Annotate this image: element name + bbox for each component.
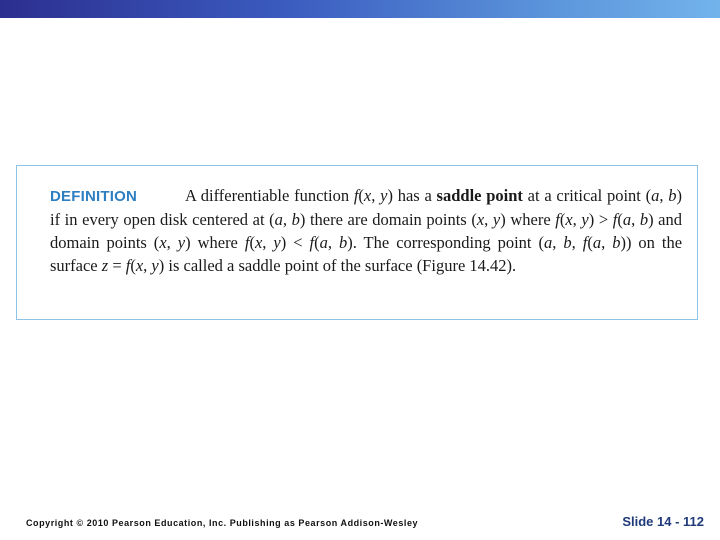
text-run: , (262, 233, 274, 252)
math-var: y (581, 210, 589, 229)
text-run: ) where (500, 210, 556, 229)
math-var: a (651, 186, 660, 205)
text-run: ) is called a saddle point of the surface (Figure 14.42). (158, 256, 517, 275)
copyright-notice: Copyright © 2010 Pearson Education, Inc. Publishing as Pearson Addison-Wesley (26, 518, 419, 528)
definition-text (50, 184, 682, 277)
math-var: b (612, 233, 621, 252)
text-run: , (571, 233, 583, 252)
text-run: , (552, 233, 564, 252)
math-var: a (319, 233, 328, 252)
text-run: ) there are domain points ( (299, 210, 477, 229)
text-run: )) on the surface (50, 233, 683, 275)
defined-term: saddle point (436, 186, 523, 205)
math-var: f (244, 233, 250, 252)
math-var: f (582, 233, 588, 252)
text-run: , (282, 210, 292, 229)
math-var: b (639, 210, 649, 229)
math-var: f (555, 210, 560, 229)
text-run: ( (559, 210, 566, 229)
text-run: ( (617, 210, 623, 229)
math-var: a (274, 210, 283, 229)
text-run: ( (130, 256, 136, 275)
math-var: y (177, 233, 186, 252)
text-run: , (572, 210, 582, 229)
text-run: ) and domain points ( (50, 210, 682, 252)
text-run: ) < (280, 233, 310, 252)
text-run: ( (587, 233, 593, 252)
text-run: ( (314, 233, 320, 252)
text-run: A differentiable function (185, 186, 354, 205)
text-run: at a critical point ( (522, 186, 652, 205)
text-run: , (371, 186, 381, 205)
math-var: b (563, 233, 572, 252)
text-run: , (327, 233, 339, 252)
math-var: x (363, 186, 372, 205)
text-run: , (601, 233, 613, 252)
math-var: a (592, 233, 602, 252)
text-run: , (166, 233, 178, 252)
math-var: x (159, 233, 167, 252)
math-var: y (492, 210, 501, 229)
slide-number: Slide 14 - 112 (622, 514, 704, 529)
text-run: ) if in every open disk centered at ( (50, 186, 683, 229)
text-run: ). The corresponding point ( (347, 233, 544, 252)
math-var: y (380, 186, 388, 205)
text-run: ) > (588, 210, 613, 229)
text-run: ) where (185, 233, 245, 252)
text-run: , (659, 186, 669, 205)
math-var: a (543, 233, 553, 252)
math-var: z (101, 256, 109, 275)
math-var: x (135, 256, 144, 275)
text-run: ) has a (387, 186, 437, 205)
math-var: x (476, 210, 485, 229)
math-var: f (309, 233, 315, 252)
text-run: ( (358, 186, 364, 205)
math-var: f (125, 256, 131, 275)
definition-label: DEFINITION (50, 188, 137, 205)
text-run: , (484, 210, 493, 229)
text-run: , (143, 256, 152, 275)
math-var: b (668, 186, 677, 205)
math-var: f (612, 210, 618, 229)
text-run: = (108, 256, 126, 275)
math-var: x (565, 210, 573, 229)
math-var: a (622, 210, 632, 229)
math-var: b (291, 210, 300, 229)
math-var: y (151, 256, 159, 275)
text-run: ( (249, 233, 255, 252)
text-run: , (631, 210, 640, 229)
math-var: x (254, 233, 263, 252)
math-var: y (273, 233, 281, 252)
definition-box (16, 165, 698, 320)
title-bar-gradient (0, 0, 720, 18)
math-var: b (339, 233, 348, 252)
math-var: f (353, 186, 359, 205)
